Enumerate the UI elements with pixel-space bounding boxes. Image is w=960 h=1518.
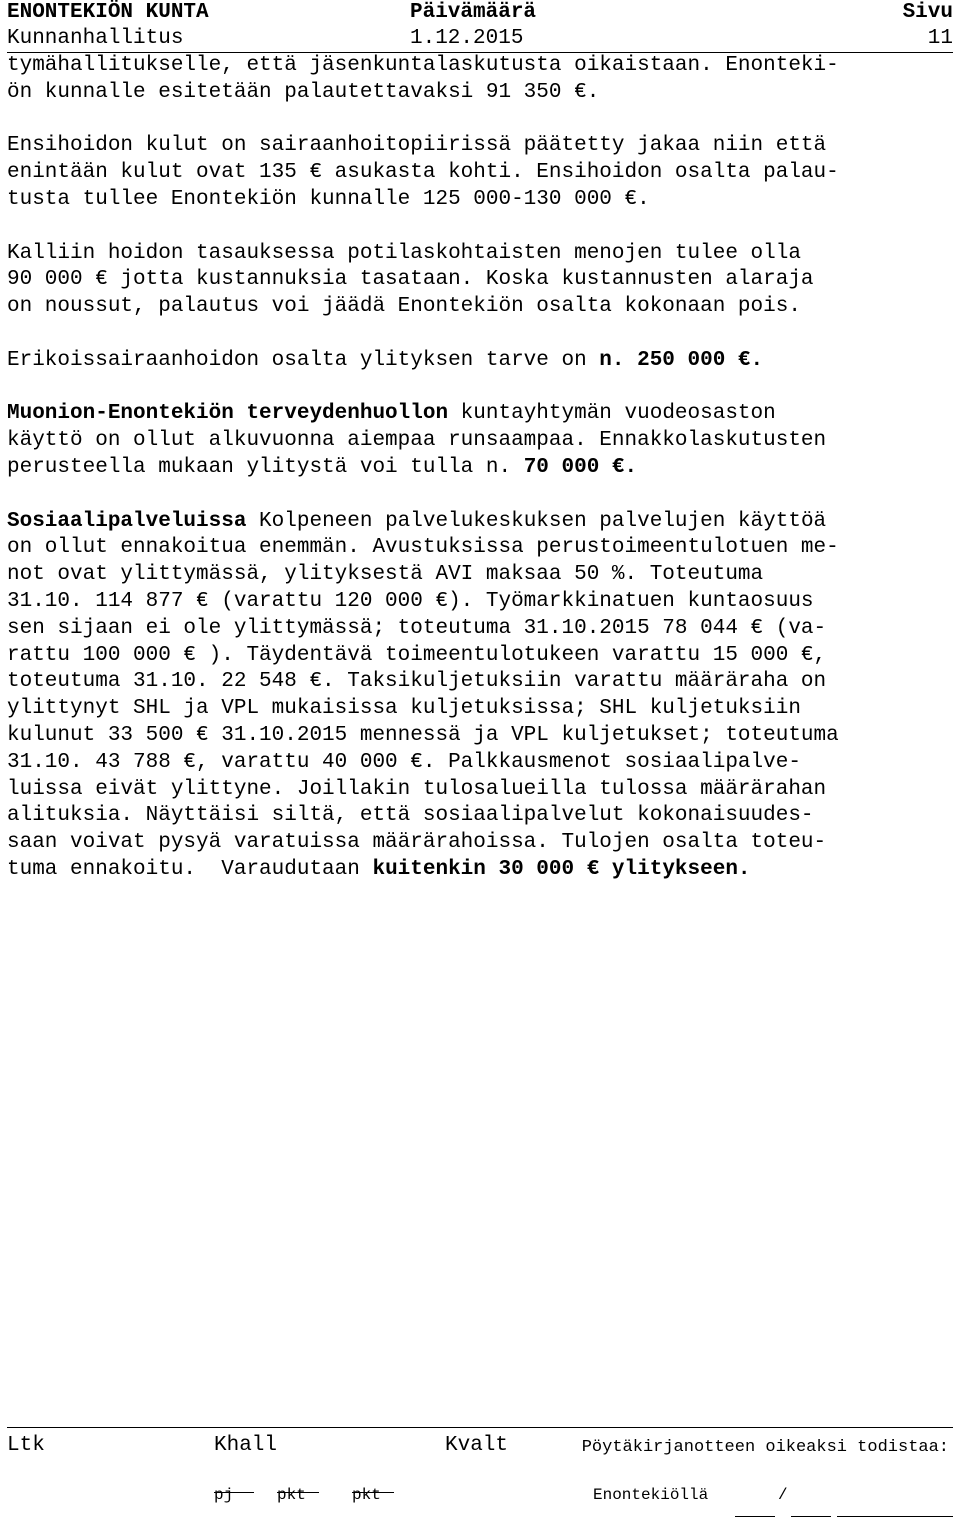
page-number: 11 xyxy=(927,27,953,50)
text-run: ön kunnalle esitetään palautettavaksi 91 350 €. xyxy=(7,80,600,104)
paragraph xyxy=(7,348,953,375)
text-run: ylittynyt SHL ja VPL mukaisissa kuljetuksissa; SHL kuljetuksiin xyxy=(7,697,801,721)
date-label: Päivämäärä xyxy=(410,1,537,24)
text-line xyxy=(7,294,953,321)
header-row-2 xyxy=(7,26,953,52)
text-line xyxy=(7,777,953,804)
text-line xyxy=(7,696,953,723)
month-line xyxy=(791,1516,831,1517)
text-run: Ensihoidon kulut on sairaanhoitopiirissä päätetty jakaa niin että xyxy=(7,134,827,158)
text-line xyxy=(7,562,953,589)
text-line xyxy=(7,187,953,214)
text-run: 90 000 € jotta kustannuksia tasataan. Koska kustannusten alaraja xyxy=(7,268,814,292)
page-header xyxy=(7,0,953,53)
text-line xyxy=(7,857,953,884)
text-line xyxy=(7,428,953,455)
text-run: saan voivat pysyä varatuissa määrärahoissa. Tulojen osalta toteu- xyxy=(7,831,827,855)
text-run: toteutuma 31.10. 22 548 €. Taksikuljetuksiin varattu määräraha on xyxy=(7,670,827,694)
text-run: rattu 100 000 € ). Täydentävä toimeentulotukeen varattu 15 000 €, xyxy=(7,643,827,667)
text-run: 31.10. 114 877 € (varattu 120 000 €). Työmarkkinatuen kuntaosuus xyxy=(7,589,814,613)
pkt2-label: pkt xyxy=(352,1486,381,1504)
org-name: ENONTEKIÖN KUNTA xyxy=(7,1,209,24)
text-run: tuma ennakoitu. Varaudutaan xyxy=(7,857,373,881)
bold-text: 70 000 €. xyxy=(523,455,638,479)
bold-text: Muonion-Enontekiön terveydenhuollon xyxy=(7,402,449,426)
text-run: perusteella mukaan ylitystä voi tulla n. xyxy=(7,455,524,479)
text-run: sen sijaan ei ole ylittymässä; toteutuma 31.10.2015 78 044 € (va- xyxy=(7,616,827,640)
text-run: kuntayhtymän vuodeosaston xyxy=(448,402,776,426)
paragraph xyxy=(7,241,953,321)
page-footer xyxy=(7,1427,953,1518)
paragraph xyxy=(7,133,953,213)
text-run: on ollut ennakoitua enemmän. Avustuksissa perustoimeentulotuen me- xyxy=(7,536,839,560)
text-run: tymähallitukselle, että jäsenkuntalaskutusta oikaistaan. Enonteki- xyxy=(7,54,839,77)
text-line xyxy=(7,643,953,670)
text-line xyxy=(7,455,953,482)
text-run: luissa eivät ylittyne. Joillakin tulosalueilla tulossa määrärahan xyxy=(7,777,827,801)
text-line xyxy=(7,803,953,830)
paragraph xyxy=(7,53,953,107)
pkt1-label: pkt xyxy=(277,1486,306,1504)
bold-text: n. 250 000 €. xyxy=(599,348,764,372)
text-run: on noussut, palautus voi jäädä Enontekiön osalta kokonaan pois. xyxy=(7,295,801,319)
kvalt-label: Kvalt xyxy=(445,1434,509,1457)
text-line xyxy=(7,401,953,428)
page-label: Sivu xyxy=(902,1,953,24)
text-run: käyttö on ollut alkuvuonna aiempaa runsaampaa. Ennakkolaskutusten xyxy=(7,429,827,453)
text-run: tusta tullee Enontekiön kunnalle 125 000-130 000 €. xyxy=(7,187,650,211)
text-line xyxy=(7,133,953,160)
certify-text: Pöytäkirjanotteen oikeaksi todistaa: xyxy=(581,1438,949,1457)
text-line xyxy=(7,80,953,107)
day-line xyxy=(735,1516,775,1517)
khall-label: Khall xyxy=(214,1434,278,1457)
year-line xyxy=(837,1516,953,1517)
bold-text: Sosiaalipalveluissa xyxy=(7,509,247,533)
paragraph xyxy=(7,401,953,481)
text-run: not ovat ylittymässä, ylityksestä AVI maksaa 50 %. Toteutuma xyxy=(7,563,764,587)
place-label: Enontekiöllä xyxy=(593,1486,709,1504)
ltk-label: Ltk xyxy=(7,1434,45,1457)
date-slash: / xyxy=(778,1486,788,1504)
text-run: kulunut 33 500 € 31.10.2015 mennessä ja VPL kuljetukset; toteutuma xyxy=(7,723,839,747)
text-line xyxy=(7,53,953,80)
text-run: Kalliin hoidon tasauksessa potilaskohtaisten menojen tulee olla xyxy=(7,241,801,265)
paragraph xyxy=(7,509,953,884)
header-row-1 xyxy=(7,0,953,26)
bold-text: kuitenkin 30 000 € ylitykseen. xyxy=(372,857,751,881)
text-line xyxy=(7,509,953,536)
text-line xyxy=(7,535,953,562)
text-line xyxy=(7,589,953,616)
text-run: 31.10. 43 788 €, varattu 40 000 €. Palkkausmenot sosiaalipalve- xyxy=(7,750,801,774)
text-line xyxy=(7,669,953,696)
text-line xyxy=(7,830,953,857)
text-run: Kolpeneen palvelukeskuksen palvelujen käyttöä xyxy=(246,509,827,533)
text-line xyxy=(7,348,953,375)
text-run: alituksia. Näyttäisi siltä, että sosiaalipalvelut kokonaisuudes- xyxy=(7,804,814,828)
body-name: Kunnanhallitus xyxy=(7,27,184,50)
text-line xyxy=(7,241,953,268)
text-line xyxy=(7,267,953,294)
text-line xyxy=(7,750,953,777)
text-line xyxy=(7,616,953,643)
meeting-date: 1.12.2015 xyxy=(410,27,524,50)
text-line xyxy=(7,160,953,187)
pj-label: pj xyxy=(214,1486,234,1504)
document-body xyxy=(7,53,953,911)
text-run: enintään kulut ovat 135 € asukasta kohti. Ensihoidon osalta palau- xyxy=(7,161,839,185)
text-line xyxy=(7,723,953,750)
text-run: Erikoissairaanhoidon osalta ylityksen tarve on xyxy=(7,348,600,372)
